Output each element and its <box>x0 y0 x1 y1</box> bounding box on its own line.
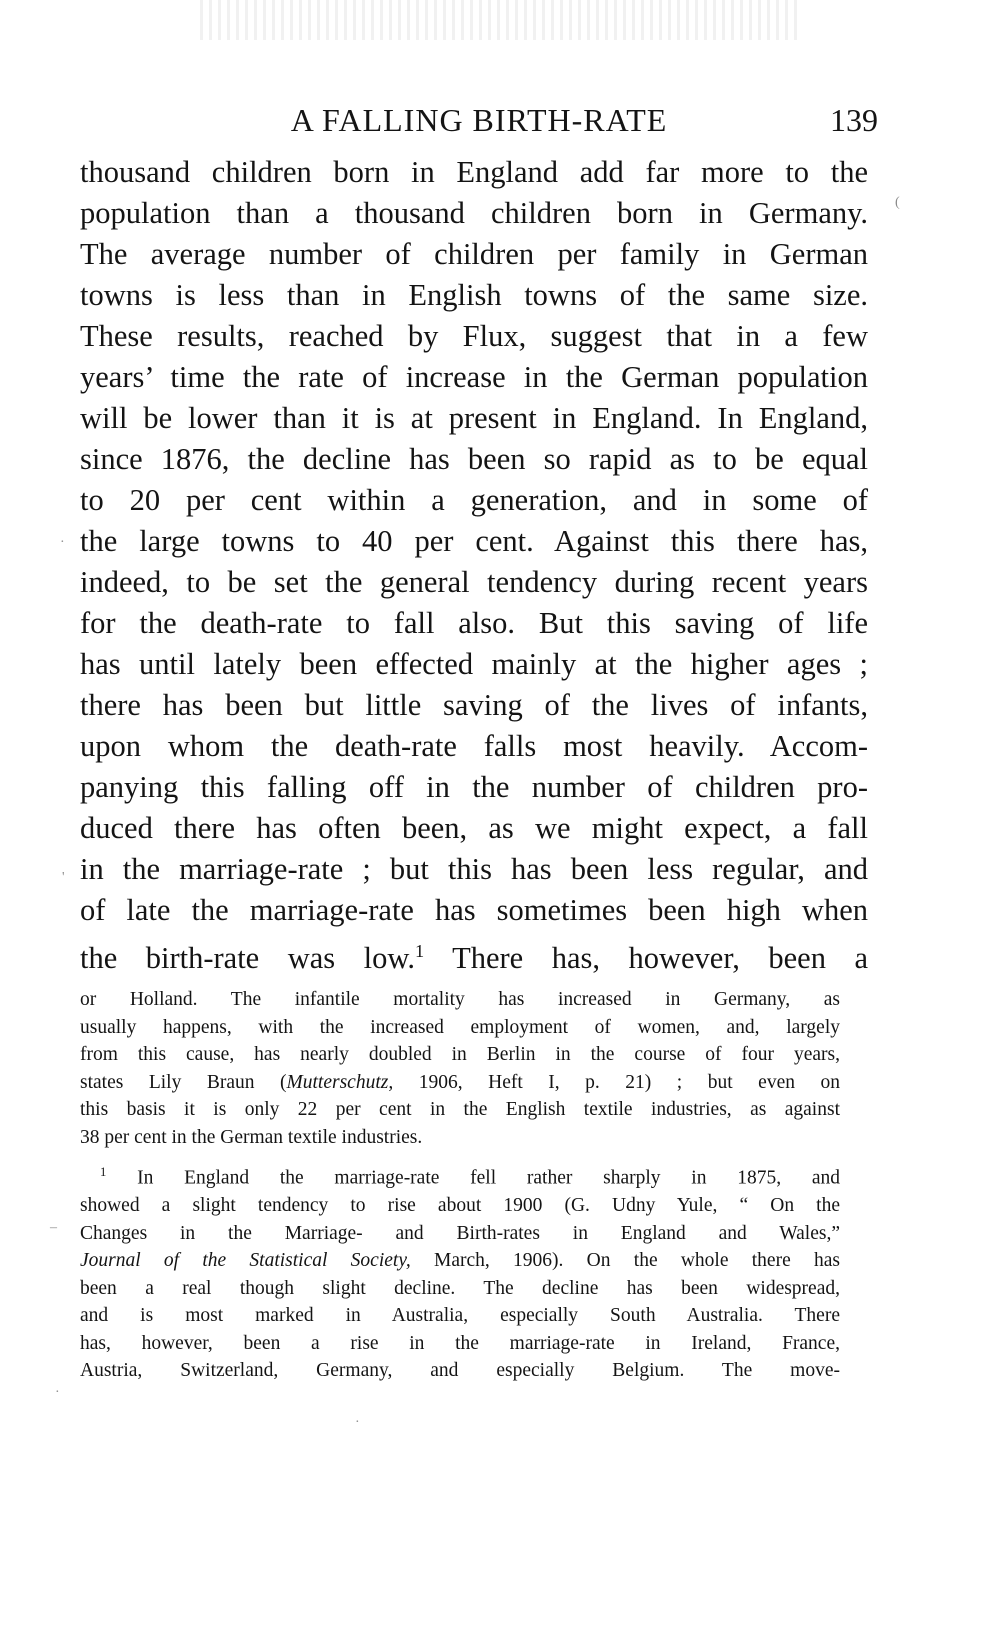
text-line: in the marriage-rate ; but this has been less regular, and <box>80 852 868 886</box>
footnote-line: has, however, been a rise in the marriage-rate in Ireland, France, <box>80 1332 840 1354</box>
footnote-line: 38 per cent in the German textile industries. <box>80 1126 423 1148</box>
footnote-line: and is most marked in Australia, especially South Australia. There <box>80 1305 840 1326</box>
main-text <box>80 152 868 979</box>
footnote-line <box>80 1069 840 1097</box>
footnote-line: been a real though slight decline. The decline has been widespread, <box>80 1277 840 1299</box>
footnote-line: usually happens, with the increased employment of women, and, largely <box>80 1016 840 1038</box>
text-fragment: 1906, Heft I, p. 21) ; but even on <box>393 1071 840 1093</box>
italic-title: Mutterschutz, <box>286 1071 394 1093</box>
text-fragment: March, 1906). On the whole there has <box>410 1250 840 1271</box>
running-head: A FALLING BIRTH-RATE <box>290 102 668 138</box>
scan-speck: ( <box>895 195 900 210</box>
text-fragment: There has, however, been a <box>424 941 868 976</box>
text-line: The average number of children per family in German <box>80 237 868 271</box>
text-line: towns is less than in English towns of the same size. <box>80 278 868 312</box>
scan-speck: · <box>355 1415 360 1430</box>
text-fragment: states Lily Braun ( <box>80 1071 287 1093</box>
text-line: will be lower than it is at present in England. In England, <box>80 401 868 435</box>
text-line: for the death-rate to fall also. But this saving of life <box>80 606 868 640</box>
scan-speck: · <box>55 1385 60 1400</box>
text-line: upon whom the death-rate falls most heavily. Accom- <box>80 729 868 763</box>
text-line: indeed, to be set the general tendency during recent years <box>80 565 868 599</box>
scan-noise <box>200 0 800 40</box>
footnote-line <box>80 1247 840 1275</box>
footnote-line: Changes in the Marriage- and Birth-rates in England and Wales,” <box>80 1222 840 1244</box>
text-line: population than a thousand children born in Germany. <box>80 196 868 230</box>
footnote-line: showed a slight tendency to rise about 1900 (G. Udny Yule, “ On the <box>80 1195 840 1216</box>
footnote-marker: 1 <box>100 1165 107 1179</box>
text-line: duced there has often been, as we might expect, a fall <box>80 811 868 845</box>
text-line: panying this falling off in the number of children pro- <box>80 770 868 804</box>
page-header <box>80 98 878 142</box>
footnote-line: or Holland. The infantile mortality has increased in Germany, as <box>80 989 840 1010</box>
text-fragment: the birth-rate was low. <box>80 941 416 976</box>
scan-speck: · <box>60 535 65 550</box>
text-line: has until lately been effected mainly at the higher ages ; <box>80 647 868 681</box>
footnote-line: from this cause, has nearly doubled in Berlin in the course of four years, <box>80 1044 840 1065</box>
footnotes <box>80 986 840 1385</box>
text-line: years’ time the rate of increase in the German population <box>80 360 868 394</box>
footnote-line: this basis it is only 22 per cent in the English textile industries, as against <box>80 1099 840 1120</box>
footnote-line: Austria, Switzerland, Germany, and especially Belgium. The move- <box>80 1360 840 1381</box>
footnote-gap <box>80 1151 840 1159</box>
text-line: the large towns to 40 per cent. Against this there has, <box>80 524 868 558</box>
text-line: there has been but little saving of the lives of infants, <box>80 688 868 722</box>
text-line: of late the marriage-rate has sometimes been high when <box>80 893 868 927</box>
text-line: since 1876, the decline has been so rapid as to be equal <box>80 442 868 476</box>
italic-title: Journal of the Statistical Society, <box>80 1250 411 1271</box>
footnote-reference: 1 <box>415 941 425 961</box>
scan-speck: – <box>50 1220 57 1235</box>
footnote-line <box>80 1159 840 1192</box>
text-line: to 20 per cent within a generation, and in some of <box>80 483 868 517</box>
text-line: These results, reached by Flux, suggest that in a few <box>80 319 868 353</box>
scan-speck: ' <box>62 870 65 885</box>
text-fragment: In England the marriage-rate fell rather sharply in 1875, and <box>106 1167 840 1189</box>
text-line: thousand children born in England add far more to the <box>80 155 868 189</box>
page-number: 139 <box>830 102 878 138</box>
text-line-last <box>80 931 868 979</box>
